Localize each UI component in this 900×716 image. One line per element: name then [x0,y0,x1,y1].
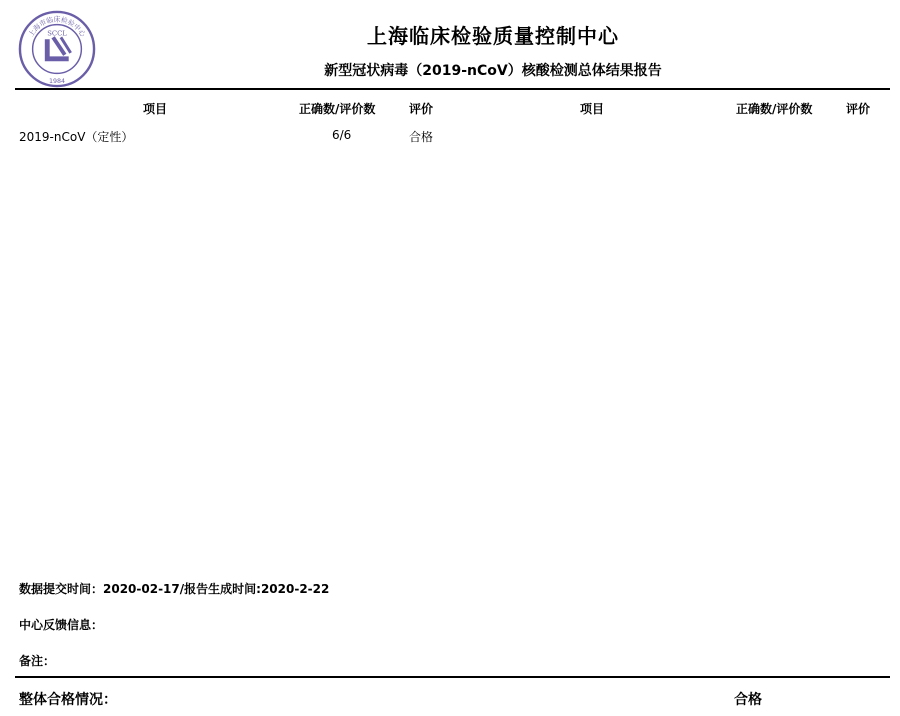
footer-divider [15,676,890,678]
col-header-eval-right: 评价 [846,102,871,116]
logo-monogram: SCCL [47,29,67,38]
submit-info: 数据提交时间：2020-02-17/报告生成时间:2020-2-22 [19,582,330,596]
notes-label: 备注： [19,654,56,668]
row-ratio: 6/6 [332,128,352,142]
report-subtitle: 新型冠状病毒（2019-nCoV）核酸检测总体结果报告 [324,63,662,79]
col-header-item-left: 项目 [143,102,168,116]
logo-ring-text: 上海市临床检验中心 [27,15,87,39]
row-item: 2019-nCoV（定性） [19,130,134,144]
row-eval: 合格 [409,130,434,144]
feedback-label: 中心反馈信息： [19,618,104,632]
overall-label: 整体合格情况： [19,692,117,708]
col-header-item-right: 项目 [580,102,605,116]
col-header-eval-left: 评价 [409,102,434,116]
col-header-ratio-left: 正确数/评价数 [299,102,376,116]
report-title: 上海临床检验质量控制中心 [367,24,619,48]
header-divider [15,88,890,90]
col-header-ratio-right: 正确数/评价数 [736,102,813,116]
overall-value: 合格 [734,692,762,708]
logo-year: 1984 [48,78,66,86]
